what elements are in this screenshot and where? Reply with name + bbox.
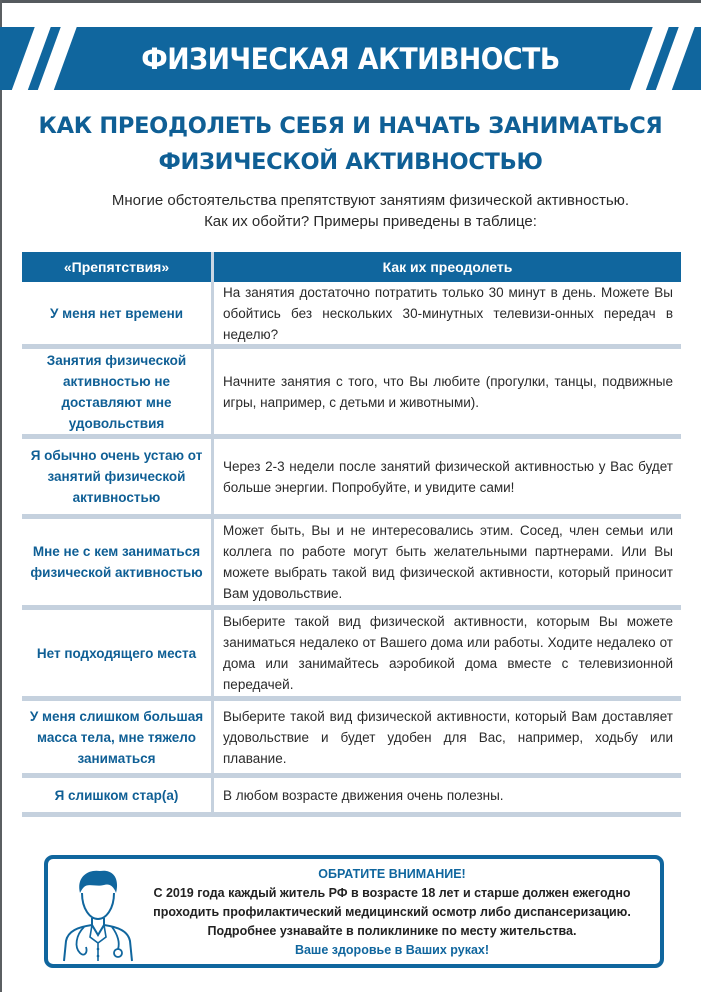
table-row [22, 349, 681, 439]
table-row [22, 701, 681, 778]
solution-cell: В любом возрасте движения очень полезны. [211, 778, 681, 812]
solution-cell: Через 2-3 недели после занятий физической активностью у Вас будет больше энергии. Попробуйте, и увидите сами! [211, 439, 681, 514]
intro-line-1: Многие обстоятельства препятствуют занятиям физической активностью. [111, 192, 630, 209]
solution-cell: Может быть, Вы и не интересовались этим. Сосед, член семьи или коллега по работе могут быть желательными партнерами. Или Вы можете выбрать такой вид физической активности, который приносит Вам удовольствие. [211, 519, 681, 605]
solution-cell: Выберите такой вид физической активности, который Вам доставляет удовольствие и будет удобен для Вас, например, ходьбу или плавание. [211, 701, 681, 773]
obstacle-cell: Занятия физической активностью не доставляют мне удовольствия [46, 352, 187, 431]
column-header-obstacles: «Препятствия» [63, 259, 170, 275]
table-header [22, 252, 681, 282]
intro-text [60, 190, 681, 232]
solution-cell: Начните занятия с того, что Вы любите (прогулки, танцы, подвижные игры, например, с детьми и животными). [211, 349, 681, 434]
table-row [22, 519, 681, 610]
window-frame-left [0, 0, 2, 992]
heading-line-2: ФИЗИЧЕСКОЙ АКТИВНОСТЬЮ [158, 149, 543, 175]
notice-text [128, 865, 656, 960]
window-frame-top [0, 0, 701, 3]
obstacle-cell: Я слишком стар(а) [54, 787, 179, 803]
obstacle-cell: Мне не с кем заниматься физической активностью [30, 544, 203, 580]
obstacle-cell: У меня слишком большая масса тела, мне тяжело заниматься [29, 708, 204, 766]
banner-title: ФИЗИЧЕСКАЯ АКТИВНОСТЬ [141, 41, 560, 76]
table-row [22, 439, 681, 519]
intro-line-2: Как их обойти? Примеры приведены в таблице: [204, 213, 537, 230]
page-heading [20, 108, 681, 180]
obstacle-cell: Нет подходящего места [36, 645, 197, 661]
obstacle-cell: Я обычно очень устаю от занятий физической активностью [30, 448, 203, 505]
title-banner [0, 27, 701, 90]
obstacle-cell: У меня нет времени [49, 305, 184, 321]
notice-line-1: С 2019 года каждый житель РФ в возрасте 18 лет и старше должен ежегодно [153, 886, 631, 900]
solution-cell: На занятия достаточно потратить только 30 минут в день. Можете Вы обойтись без нескольких 30-минутных телевизи-онных передач в неделю? [211, 282, 681, 344]
notice-box [44, 855, 664, 968]
table-row [22, 282, 681, 349]
notice-slogan: Ваше здоровье в Ваших руках! [294, 943, 490, 957]
obstacles-table [22, 252, 681, 817]
table-row [22, 778, 681, 817]
column-header-solutions: Как их преодолеть [211, 252, 681, 282]
notice-title: ОБРАТИТЕ ВНИМАНИЕ! [318, 867, 466, 881]
notice-line-2: проходить профилактический медицинский осмотр либо диспансеризацию. [153, 905, 631, 919]
heading-line-1: КАК ПРЕОДОЛЕТЬ СЕБЯ И НАЧАТЬ ЗАНИМАТЬСЯ [38, 113, 663, 139]
notice-line-3: Подробнее узнавайте в поликлинике по месту жительства. [207, 924, 577, 938]
table-row [22, 610, 681, 701]
solution-cell: Выберите такой вид физической активности, которым Вы можете заниматься недалеко от Вашего дома или работы. Ходите недалеко от дома или занимайтесь аэробикой дома вместе с телевизионной передачей. [211, 610, 681, 696]
